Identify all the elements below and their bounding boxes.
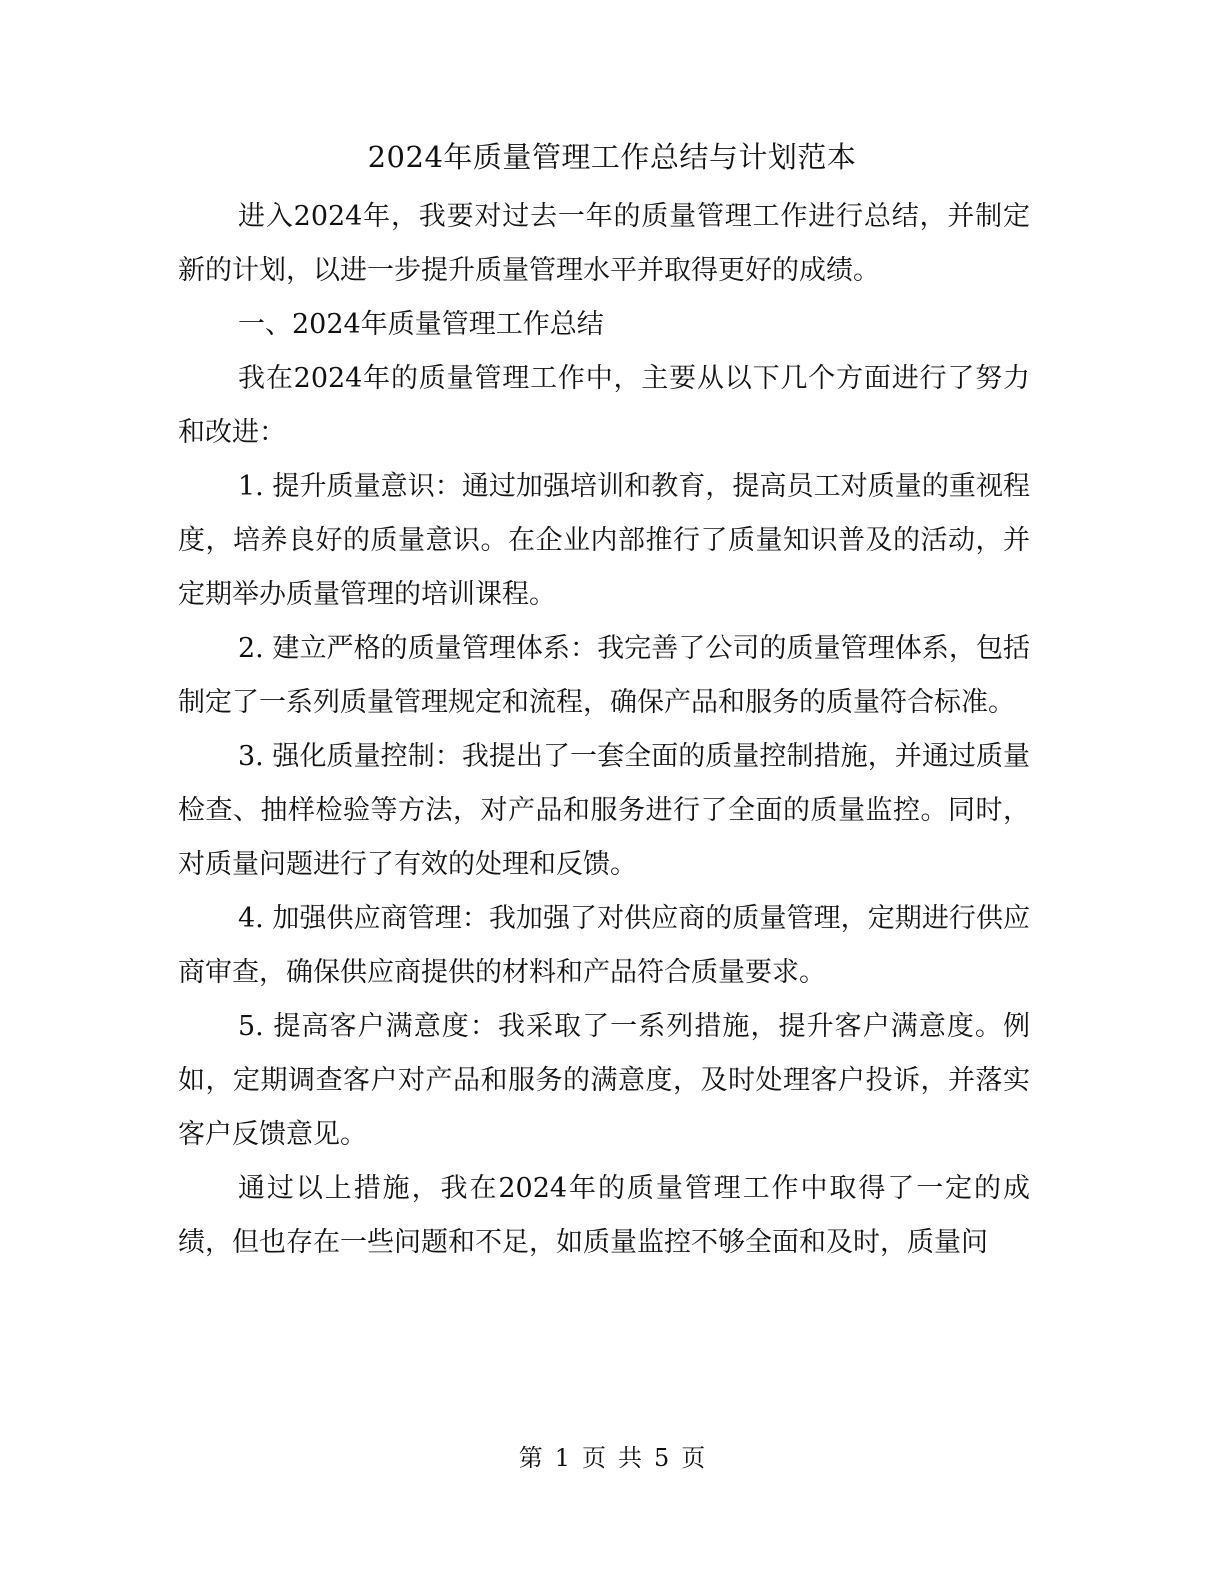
document-body [178,190,1030,1270]
total-prefix: 共 [618,1444,642,1472]
list-item-supplier-management: 4. 加强供应商管理：我加强了对供应商的质量管理，定期进行供应商审查，确保供应商提供的材料和产品符合质量要求。 [178,903,1030,988]
section-heading-summary: 一、2024年质量管理工作总结 [238,309,604,340]
list-item-customer-satisfaction: 5. 提高客户满意度：我采取了一系列措施，提升客户满意度。例如，定期调查客户对产品和服务的满意度，及时处理客户投诉，并落实客户反馈意见。 [178,1011,1030,1150]
current-page-number: 1 [554,1444,570,1472]
total-pages-number: 5 [654,1444,670,1472]
closing-paragraph: 通过以上措施，我在2024年的质量管理工作中取得了一定的成绩，但也存在一些问题和不足，如质量监控不够全面和及时，质量问 [178,1173,1030,1258]
list-item-quality-awareness: 1. 提升质量意识：通过加强培训和教育，提高员工对质量的重视程度，培养良好的质量意识。在企业内部推行了质量知识普及的活动，并定期举办质量管理的培训课程。 [178,471,1030,610]
page-suffix: 页 [681,1444,706,1472]
intro-paragraph: 进入2024年，我要对过去一年的质量管理工作进行总结，并制定新的计划，以进一步提升质量管理水平并取得更好的成绩。 [178,201,1030,286]
list-item-management-system: 2. 建立严格的质量管理体系：我完善了公司的质量管理体系，包括制定了一系列质量管理规定和流程，确保产品和服务的质量符合标准。 [178,633,1030,718]
list-item-quality-control: 3. 强化质量控制：我提出了一套全面的质量控制措施，并通过质量检查、抽样检验等方法，对产品和服务进行了全面的质量监控。同时，对质量问题进行了有效的处理和反馈。 [178,741,1030,880]
summary-lead-paragraph: 我在2024年的质量管理工作中，主要从以下几个方面进行了努力和改进： [178,363,1030,448]
page-footer [0,1438,1224,1478]
page-prefix: 第 [518,1444,543,1472]
document-title: 2024年质量管理工作总结与计划范本 [367,140,857,174]
page-mid-label: 页 [582,1444,606,1472]
